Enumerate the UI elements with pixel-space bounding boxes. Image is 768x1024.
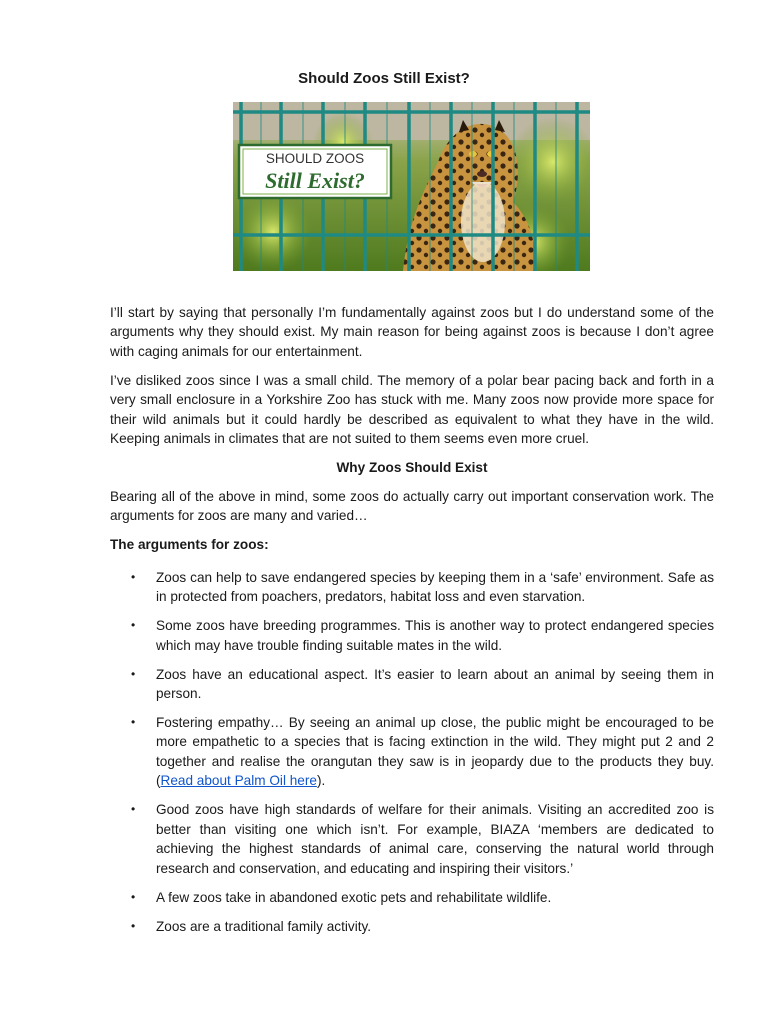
bullet-icon: • — [131, 666, 136, 681]
section-heading: Why Zoos Should Exist — [336, 460, 488, 476]
list-item: • Zoos can help to save endangered species by keeping them in a ‘safe’ environment. Safe as in protected from poachers, predators, habitat loss and even starvation. — [131, 569, 714, 605]
list-item: • Some zoos have breeding programmes. This is another way to protect endangered species which may have trouble finding suitable mates in the wild. — [131, 618, 714, 653]
list-item: • Zoos have an educational aspect. It’s easier to learn about an animal by seeing them in person. — [131, 666, 714, 702]
banner-line-2: Still Exist? — [265, 168, 365, 193]
palm-oil-link[interactable]: Read about Palm Oil here — [160, 773, 317, 789]
list-item: • Good zoos have high standards of welfare for their animals. Visiting an accredited zoo is better than visiting one which isn’t. For example, BIAZA ‘members are dedicated to achieving the highest standards of animal care, conserving the natural world through research and conservation, and educating and inspiring their visitors.’ — [131, 802, 714, 876]
bullet-icon: • — [131, 918, 136, 933]
paragraph: Bearing all of the above in mind, some zoos do actually carry out important conservation work. The arguments for zoos are many and varied… — [110, 489, 714, 524]
list-item: • Fostering empathy… By seeing an animal up close, the public might be encouraged to be more empathetic to a species that is facing extinction in the wild. They might put 2 and 2 together and realise the orangutan they saw is in jeopardy due to the products they buy. (Read about Palm Oil here). — [131, 715, 714, 789]
document-title: Should Zoos Still Exist? — [298, 70, 470, 87]
bullet-icon: • — [131, 802, 136, 817]
bullet-icon: • — [131, 618, 136, 633]
arguments-list — [110, 568, 714, 936]
article-body — [110, 303, 714, 946]
list-item: • A few zoos take in abandoned exotic pets and rehabilitate wildlife. — [110, 888, 714, 907]
bullet-icon: • — [131, 569, 136, 584]
bullet-icon: • — [131, 715, 136, 730]
paragraph: I’ve disliked zoos since I was a small child. The memory of a polar bear pacing back and forth in a very small enclosure in a Yorkshire Zoo has stuck with me. Many zoos now provide more space for their wild animals but it could hardly be described as equivalent to what they have in the wild. Keeping animals in climates that are not suited to them seems even more cruel. — [110, 372, 714, 447]
bullet-icon: • — [131, 889, 136, 904]
list-item: • Zoos are a traditional family activity. — [110, 917, 714, 936]
leopard-banner-image — [233, 102, 590, 271]
paragraph: I’ll start by saying that personally I’m fundamentally against zoos but I do understand some of the arguments why they should exist. My main reason for being against zoos is because I don’t agree with caging animals for our entertainment. — [110, 305, 714, 359]
banner-line-1: SHOULD ZOOS — [265, 151, 365, 166]
list-heading: The arguments for zoos: — [110, 537, 269, 553]
